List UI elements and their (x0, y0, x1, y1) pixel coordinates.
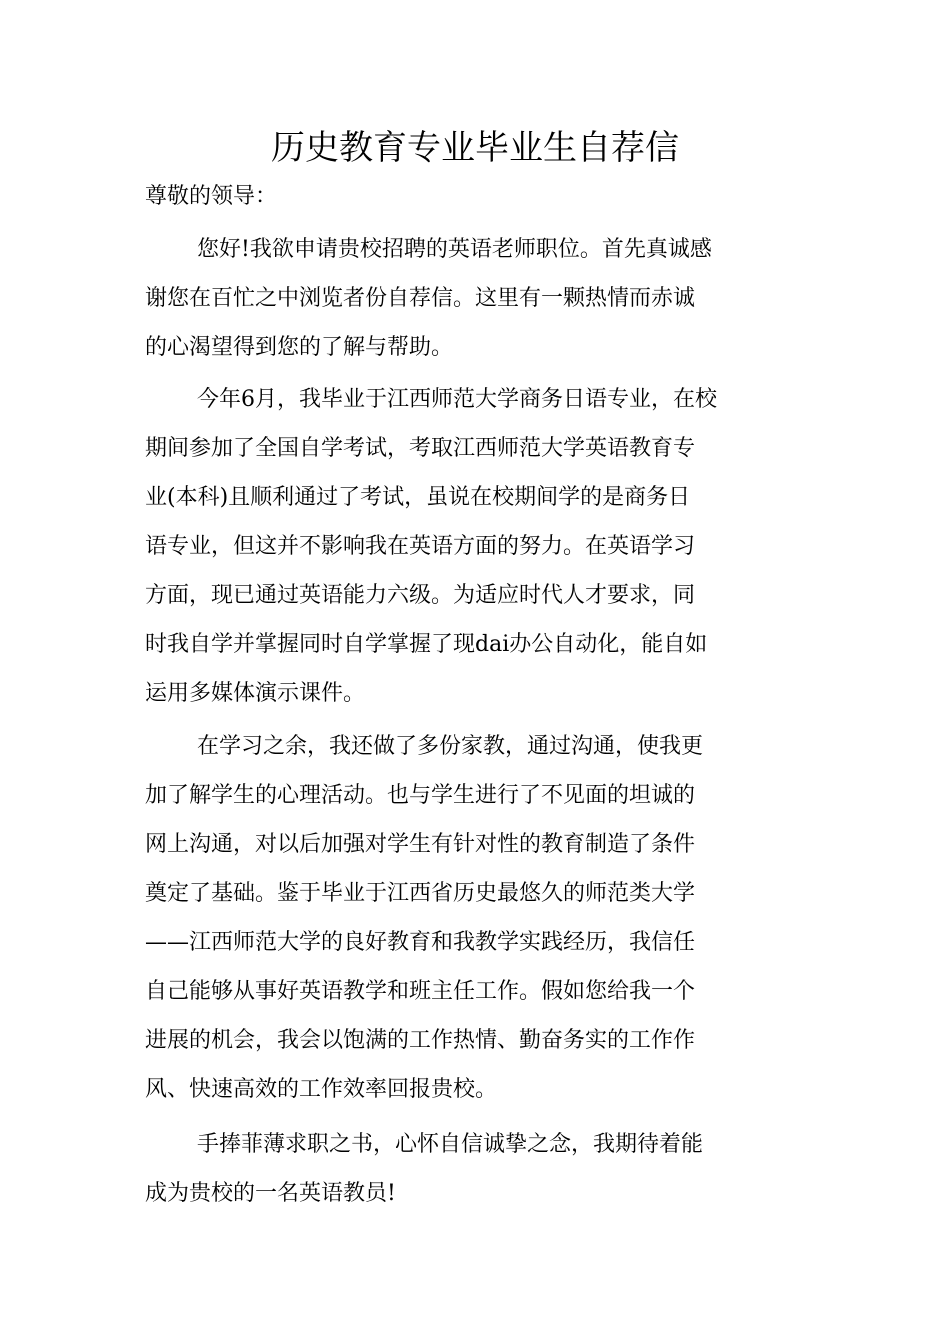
paragraph-line: 在学习之余，我还做了多份家教，通过沟通，使我更 (197, 734, 704, 759)
paragraph-3 (145, 722, 805, 1114)
paragraph-line: 进展的机会，我会以饱满的工作热情、勤奋务实的工作作 (145, 1028, 696, 1053)
paragraph-1 (145, 225, 805, 372)
paragraph-4 (145, 1120, 805, 1218)
paragraph-line: 的心渴望得到您的了解与帮助。 (145, 335, 454, 360)
paragraph-2 (145, 375, 805, 718)
paragraph-line: 期间参加了全国自学考试，考取江西师范大学英语教育专 (145, 436, 696, 461)
paragraph-line: 加了解学生的心理活动。也与学生进行了不见面的坦诚的 (145, 783, 696, 808)
paragraph-line: 成为贵校的一名英语教员! (145, 1181, 396, 1206)
paragraph-line: 您好!我欲申请贵校招聘的英语老师职位。首先真诚感 (197, 237, 712, 262)
paragraph-line: 风、快速高效的工作效率回报贵校。 (145, 1077, 498, 1102)
paragraph-line: 自己能够从事好英语教学和班主任工作。假如您给我一个 (145, 979, 696, 1004)
paragraph-line: 运用多媒体演示课件。 (145, 681, 366, 706)
paragraph-line: 奠定了基础。鉴于毕业于江西省历史最悠久的师范类大学 (145, 881, 696, 906)
paragraph-line: 谢您在百忙之中浏览者份自荐信。这里有一颗热情而赤诚 (145, 286, 696, 311)
paragraph-line: 业(本科)且顺利通过了考试，虽说在校期间学的是商务日 (145, 485, 691, 510)
paragraph-line: 今年6月，我毕业于江西师范大学商务日语专业，在校 (197, 387, 717, 412)
document-title: 历史教育专业毕业生自荐信 (271, 128, 679, 168)
paragraph-line: 方面，现已通过英语能力六级。为适应时代人才要求，同 (145, 583, 696, 608)
paragraph-line: 手捧菲薄求职之书，心怀自信诚挚之念，我期待着能 (197, 1132, 704, 1157)
salutation: 尊敬的领导： (145, 184, 278, 209)
paragraph-line: 网上沟通，对以后加强对学生有针对性的教育制造了条件 (145, 832, 696, 857)
paragraph-line: ——江西师范大学的良好教育和我教学实践经历，我信任 (145, 930, 696, 955)
paragraph-line: 语专业，但这并不影响我在英语方面的努力。在英语学习 (145, 534, 696, 559)
paragraph-line: 时我自学并掌握同时自学掌握了现dai办公自动化，能自如 (145, 632, 708, 657)
